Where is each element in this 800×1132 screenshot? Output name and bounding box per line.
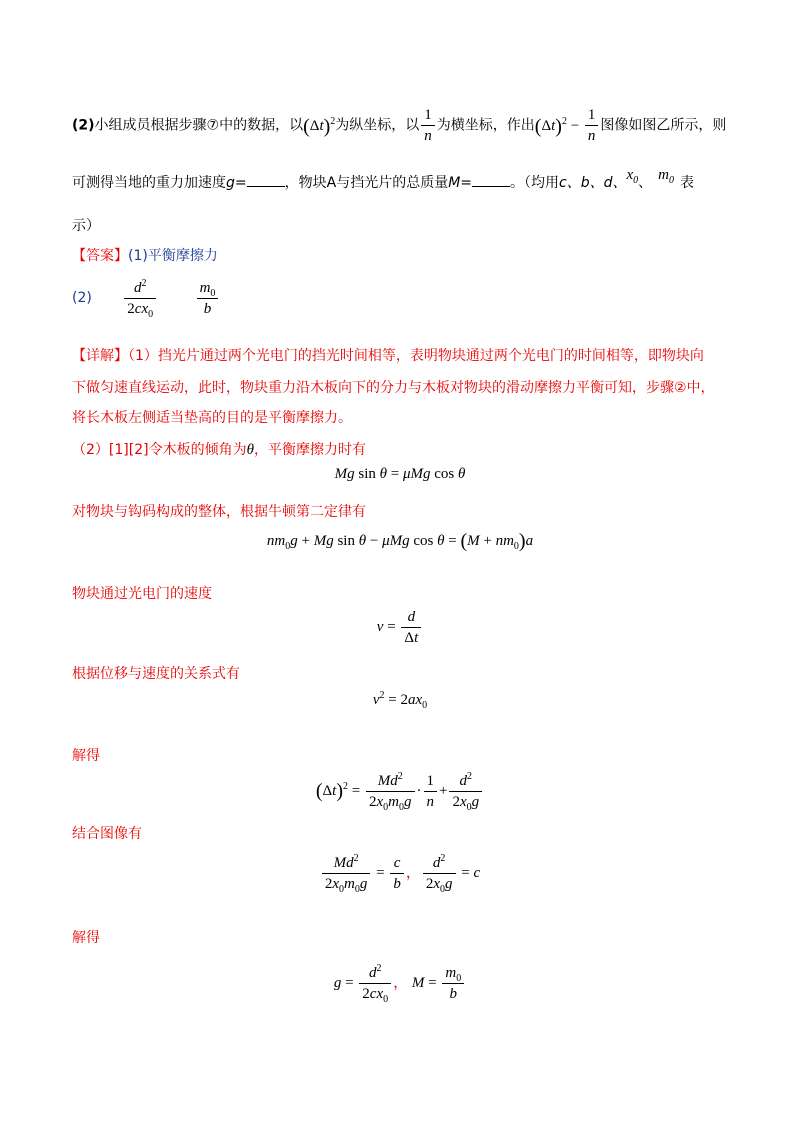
text: 根据位移与速度的关系式有 xyxy=(72,666,240,682)
text: 解得 xyxy=(72,748,100,764)
statement-graph xyxy=(72,824,142,844)
answer-blank-m xyxy=(472,172,510,187)
detail-part2-intro xyxy=(72,440,366,460)
text: 物块通过光电门的速度 xyxy=(72,586,212,602)
question-number: (2) xyxy=(72,117,95,134)
equation-friction-balance: Mg sin θ = μMg cos θ xyxy=(334,466,466,482)
text: ，平衡摩擦力时有 xyxy=(253,442,366,458)
question-2-line-3 xyxy=(72,216,100,236)
question-2-line-1 xyxy=(72,106,726,145)
symbol-m0: $m_0$ xyxy=(658,167,675,186)
text: 小组成员根据步骤⑦中的数据，以 xyxy=(94,117,304,134)
answer-label: 【答案】 xyxy=(72,248,128,264)
equation-slope-intercept: $\frac{Md^2}{2x_0m_0g}$ = $\frac{c}{b}$ ， $\frac{d^2}{2x_0g}$ = c xyxy=(0,854,800,893)
detail-label: 【详解】 xyxy=(72,348,128,364)
formula-one-over-n: $\frac{1}{n}$ xyxy=(585,106,599,145)
text: 表 xyxy=(680,175,695,191)
text: 可测得当地的重力加速度 xyxy=(72,175,226,191)
statement-solve-1 xyxy=(72,746,100,766)
detail-paragraph-line-2 xyxy=(72,378,715,398)
text: 结合图像有 xyxy=(72,826,142,842)
formula-dt-squared: $(\Delta t)^2$ xyxy=(303,115,336,138)
equation-final-result: g = $\frac{d^2}{2cx_0}$ ， M = $\frac{m_0}{b}$ xyxy=(0,964,800,1003)
text: 为纵坐标，以 xyxy=(335,117,420,134)
equation-dt-squared: $(\Delta t)^2$ = $\frac{Md^2}{2x_0m_0g}$ · $\frac{1}{n}$ + $\frac{d^2}{2x_0g}$ xyxy=(0,772,800,811)
formula-one-over-n: $\frac{1}{n}$ xyxy=(421,106,435,145)
symbol-theta: θ xyxy=(246,442,254,458)
text: ，物块A与挡光片的总质量 xyxy=(284,175,449,191)
text: 图像如图乙所示，则 xyxy=(600,117,727,134)
text: 为横坐标，作出 xyxy=(436,117,535,134)
answer-line-1 xyxy=(72,246,218,266)
text: 下做匀速直线运动，此时，物块重力沿木板向下的分力与木板对物块的滑动摩擦力平衡可知，步骤②中， xyxy=(72,380,715,396)
detail-paragraph-line-1 xyxy=(72,346,704,366)
text: （1）挡光片通过两个光电门的挡光时间相等，表明物块通过两个光电门的时间相等，即物块向 xyxy=(128,348,704,364)
equation-newton-second-law: $nm_0g + Mg$ sin θ − μMg $\cos \theta = (M + nm_0)a$ xyxy=(266,530,534,552)
text: 将长木板左侧适当垫高的目的是平衡摩擦力。 xyxy=(72,410,352,426)
text: c、b、d、 xyxy=(559,175,627,191)
answer-g-formula: $\frac{d^2}{2cx_0}$ xyxy=(124,279,156,318)
text: M= xyxy=(448,175,473,191)
text: 解得 xyxy=(72,930,100,946)
formula-graph: $(\Delta t)^2$ − xyxy=(534,115,583,138)
text: (2) xyxy=(72,290,92,306)
answer-blank-g xyxy=(247,172,285,187)
statement-solve-2 xyxy=(72,928,100,948)
equation-velocity: v = $\frac{d}{\Delta t}$ xyxy=(0,608,800,647)
text: 平衡摩擦力 xyxy=(147,248,218,264)
text: 对物块与钩码构成的整体，根据牛顿第二定律有 xyxy=(72,504,366,520)
text: (1) xyxy=(128,248,148,264)
equation-kinematics: $v^2 = 2ax_0$ xyxy=(372,690,428,711)
answer-line-2 xyxy=(72,278,220,318)
symbol-x0: $x_0$ xyxy=(626,167,639,186)
question-2-line-2 xyxy=(72,167,695,193)
statement-kinematics xyxy=(72,664,240,684)
text: g= xyxy=(226,175,247,191)
text: 示） xyxy=(72,218,100,234)
text: 、 xyxy=(638,175,653,191)
text: （2）[1][2]令木板的倾角为 xyxy=(72,442,247,458)
statement-velocity xyxy=(72,584,212,604)
answer-m-formula: $\frac{m_0}{b}$ xyxy=(197,279,219,318)
detail-paragraph-line-3 xyxy=(72,408,352,428)
text: 。（均用 xyxy=(510,175,560,191)
statement-newton xyxy=(72,502,366,522)
